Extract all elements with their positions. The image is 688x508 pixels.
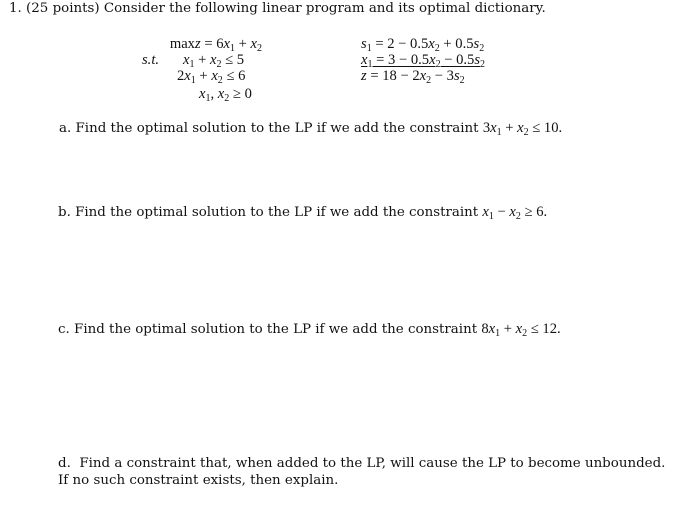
part-b-label: b. — [58, 205, 71, 220]
part-c-constraint: $8x_1 + x_2 \le 12$. — [481, 321, 561, 339]
dictionary-row-1: $s_1 = 2 - 0.5x_2 + 0.5s_2$ — [361, 36, 485, 54]
part-a-text: Find the optimal solution to the LP if we add the constraint — [75, 121, 483, 136]
part-d — [58, 455, 678, 489]
part-b — [58, 204, 547, 221]
lp-subject-to-label: s.t. — [142, 52, 160, 68]
lp-constraint-1: $x_1 + x_2 \le 5$ — [183, 52, 245, 70]
lp-objective: $\max z = 6x_1 + x_2$ — [169, 36, 262, 54]
dictionary-row-2: $x_1 = 3 - 0.5x_2 - 0.5s_2$ — [361, 52, 486, 70]
question-number: 1. — [9, 1, 22, 16]
part-b-constraint: $x_1 - x_2 \ge 6$. — [482, 204, 548, 222]
part-c-text: Find the optimal solution to the LP if we add the constraint — [74, 322, 482, 337]
part-a-label: a. — [59, 121, 72, 136]
lp-constraint-2: $2x_1 + x_2 \le 6$ — [177, 68, 246, 86]
question-prompt: Consider the following linear program and its optimal dictionary. — [103, 1, 546, 16]
part-a-constraint: $3x_1 + x_2 \le 10$. — [482, 120, 563, 138]
part-d-text: Find a constraint that, when added to the LP, will cause the LP to become unbounded. If no such constraint exists, then explain. — [58, 456, 666, 488]
part-d-label: d. — [58, 456, 71, 471]
part-a — [59, 120, 562, 137]
part-c-label: c. — [58, 322, 70, 337]
lp-nonnegativity: $x_1$, $x_2 \ge 0$ — [199, 86, 252, 104]
part-b-text: Find the optimal solution to the LP if we add the constraint — [75, 205, 483, 220]
dictionary-objective-row: $z = 18 - 2x_2 - 3s_2$ — [361, 68, 465, 86]
part-c — [58, 321, 561, 338]
question-points: (25 points) — [26, 1, 100, 16]
question-header — [9, 1, 546, 16]
